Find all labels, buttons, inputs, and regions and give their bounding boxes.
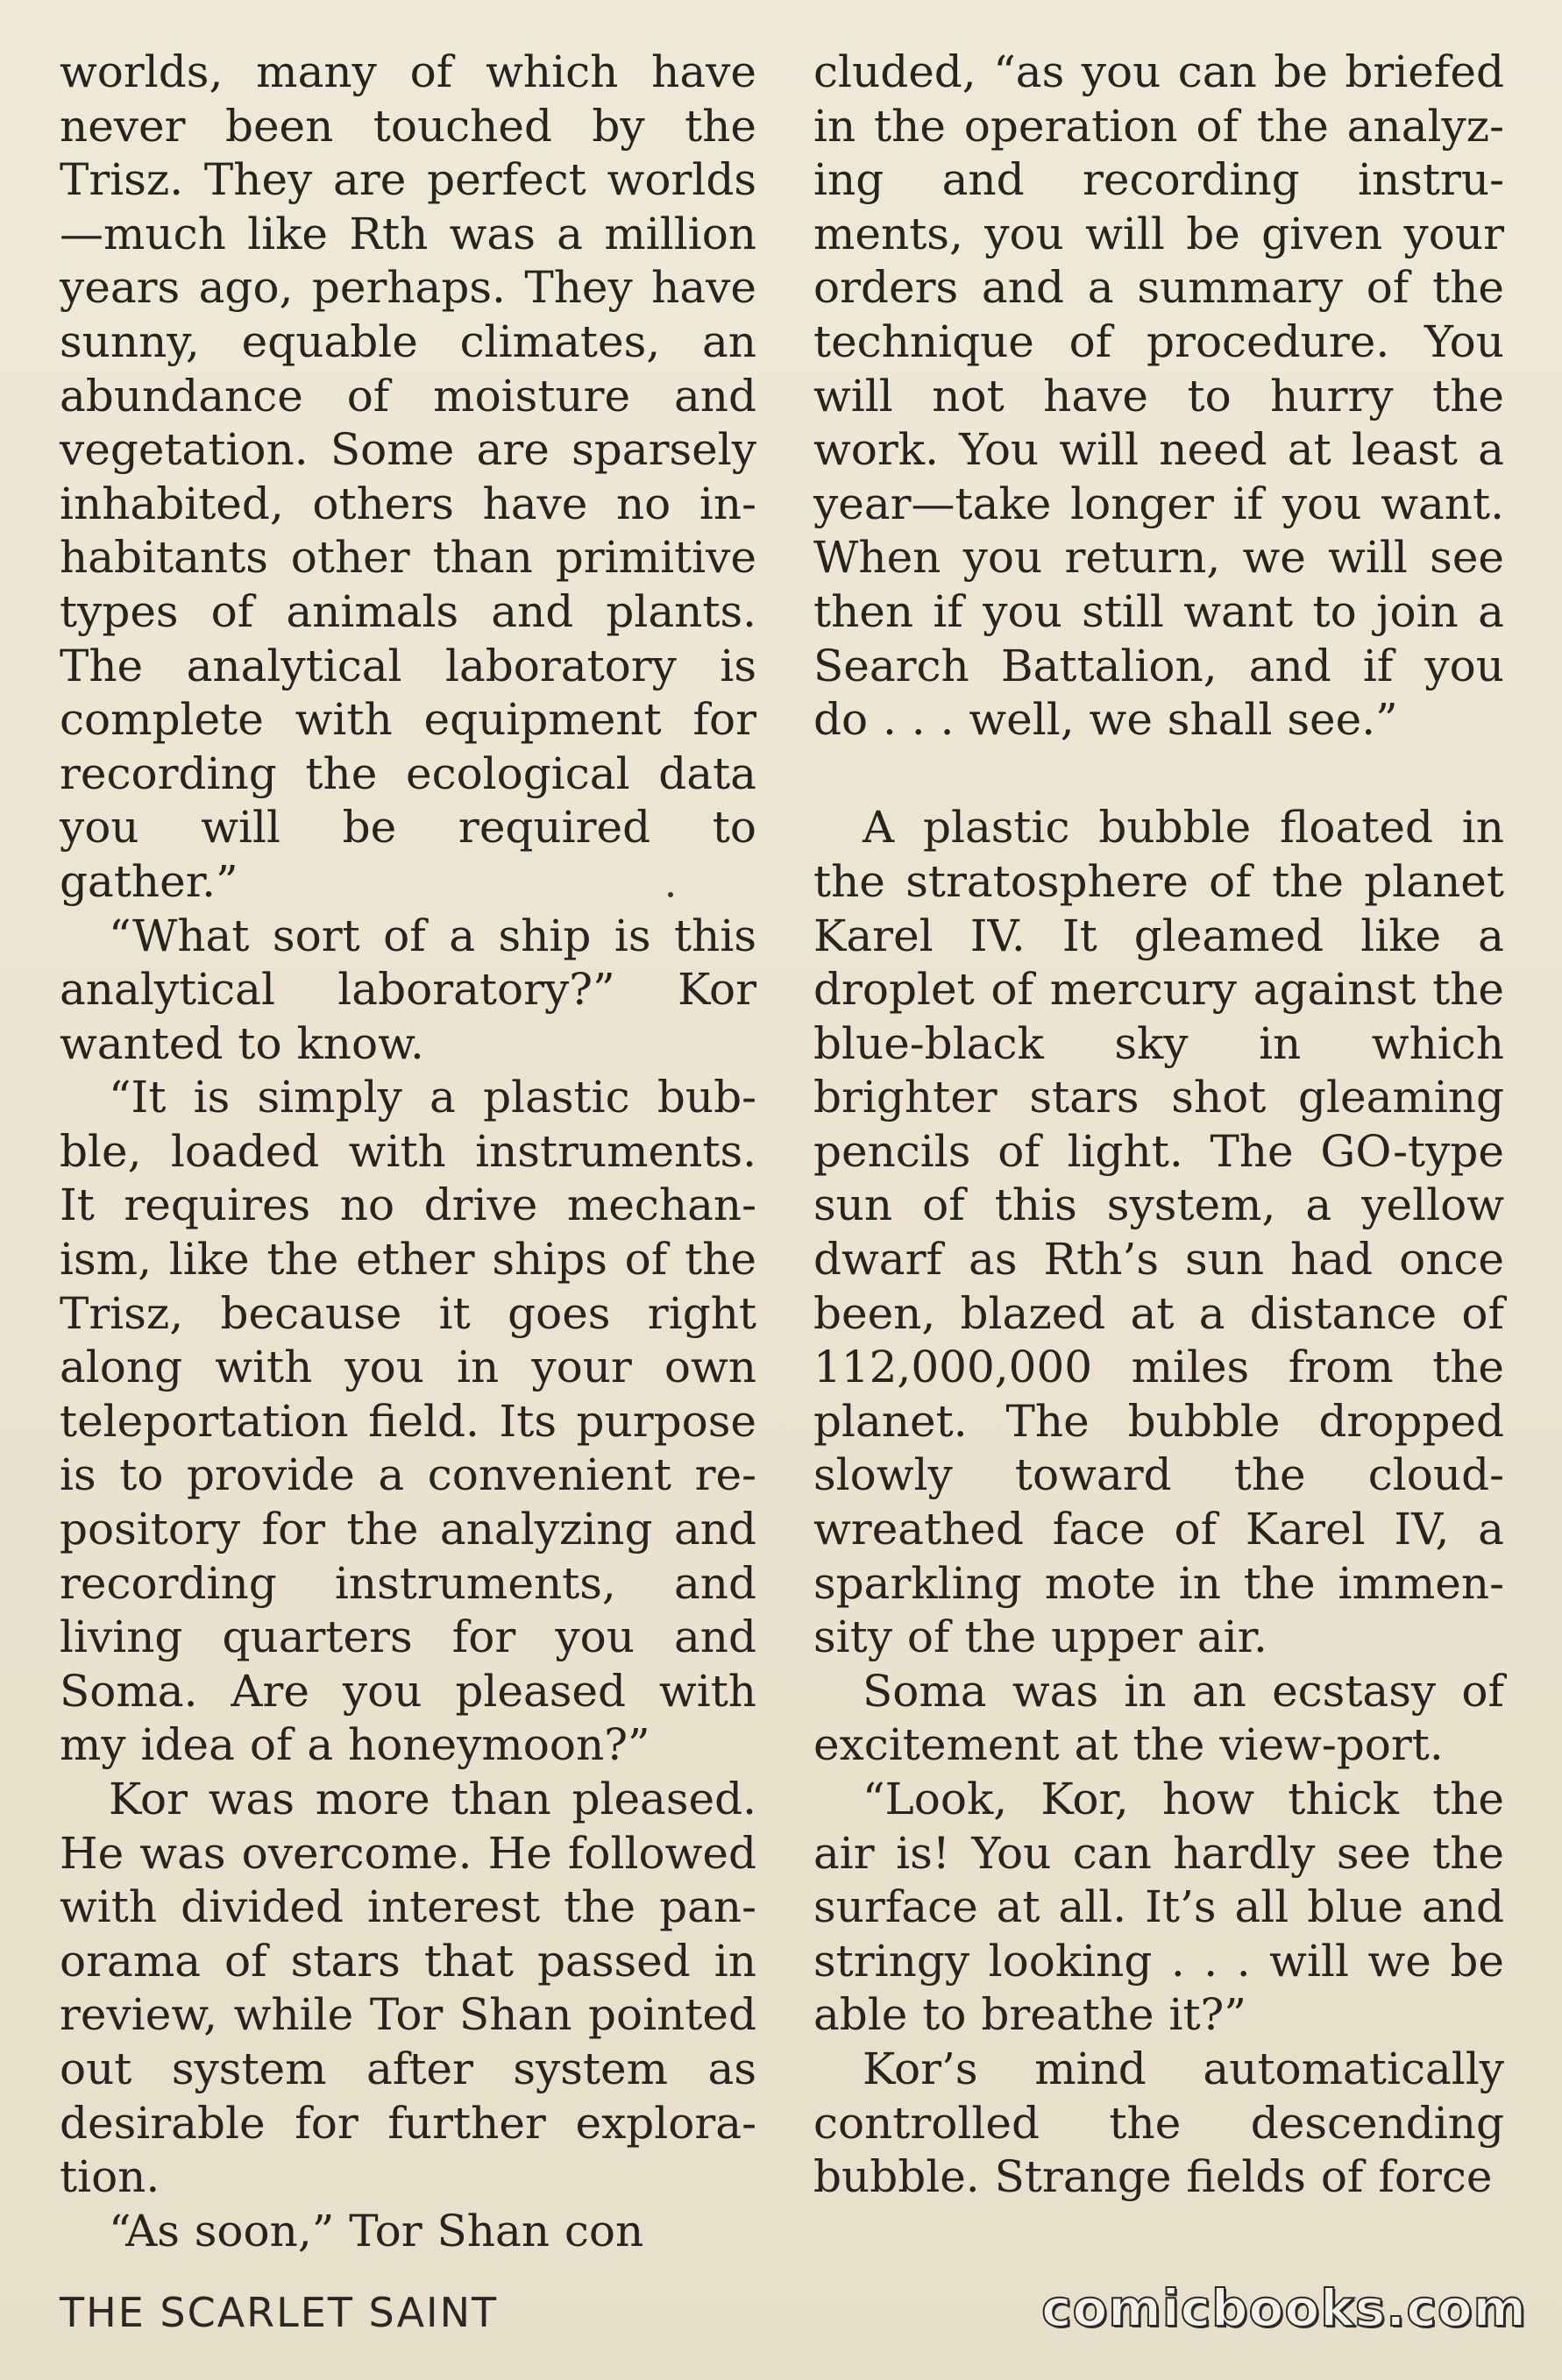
- running-footer-title: THE SCARLET SAINT: [60, 2289, 499, 2336]
- paragraph: Soma was in an ecstasy of excitement at the view-port.: [813, 1665, 1504, 1771]
- paragraph: “As soon,” Tor Shan con: [109, 2205, 644, 2256]
- left-text-column: [60, 46, 756, 2258]
- paragraph: A plastic bubble floated in the stratosphere of the planet Karel IV. It gleamed like a droplet of mercury against the blue-black sky in which brighter stars shot gleaming pencils of light. The GO-type sun of this system, a yellow dwarf as Rth’s sun had once been, blazed at a distance of 112,000,000 miles from the planet. The bubble dropped slowly toward the cloudwreathed face of Karel IV, a sparkling mote in the immensity of the upper air.: [813, 802, 1504, 1663]
- site-watermark: comicbooks.com: [1041, 2278, 1527, 2338]
- paragraph: Kor’s mind automatically controlled the descending bubble. Strange fields of force: [813, 2043, 1504, 2203]
- paragraph: worlds, many of which have never been touched by the Trisz. They are perfect worlds —much like Rth was a million years ago, perhaps. They have sunny, equable climates, an abundance of moisture and vegetation. Some are sparsely inhabited, others have no inhabitants other than primitive types of animals and plants. The analytical laboratory is complete with equipment for recording the ecological data you will be required to gather.”: [60, 46, 756, 907]
- paragraph: Kor was more than pleased. He was overcome. He followed with divided interest the panorama of stars that passed in review, while Tor Shan pointed out system after system as desirable for further exploration.: [60, 1774, 756, 2203]
- print-speck: [668, 892, 673, 897]
- paragraph: “Look, Kor, how thick the air is! You can hardly see the surface at all. It’s all blue and stringy looking . . . will we be able to breathe it?”: [813, 1774, 1504, 2041]
- paragraph: cluded, “as you can be briefed in the operation of the analyzing and recording instruments, you will be given your orders and a summary of the technique of procedure. You will not have to hurry the work. You will need at least a year—take longer if you want. When you return, we will see then if you still want to join a Search Battalion, and if you do . . . well, we shall see.”: [813, 46, 1504, 746]
- paragraph: “What sort of a ship is this analytical laboratory?” Kor wanted to know.: [60, 910, 756, 1069]
- right-text-column: [813, 46, 1504, 2205]
- paragraph: “It is simply a plastic bubble, loaded with instruments. It requires no drive mechanism, like the ether ships of the Trisz, because it goes right along with you in your own teleportation field. Its purpose is to provide a convenient repository for the analyzing and recording instruments, and living quarters for you and Soma. Are you pleased with my idea of a honeymoon?”: [60, 1072, 756, 1771]
